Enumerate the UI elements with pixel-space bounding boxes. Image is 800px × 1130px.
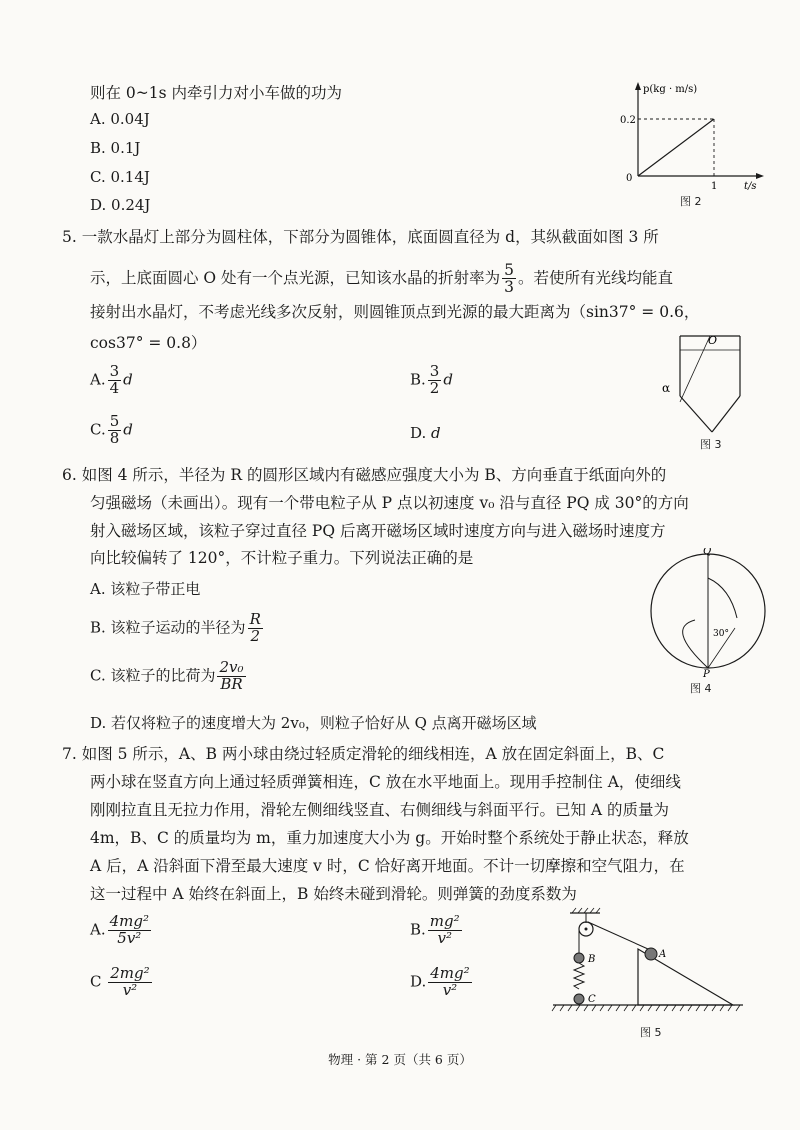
q4-option-c: C. 0.14J — [90, 168, 150, 186]
q6-option-c: C. 该粒子的比荷为 $\frac{\text{2v₀}}{BR}$ — [90, 658, 244, 693]
q4-option-b: B. 0.1J — [90, 139, 141, 157]
fig2-ylabel: p(kg · m/s) — [643, 84, 698, 95]
q5-option-a: A. $\frac{3}{4}$ d — [90, 362, 133, 397]
light-ray — [680, 336, 710, 402]
q4-stem: 则在 0~1s 内牵引力对小车做的功为 — [90, 84, 343, 102]
momentum-line — [638, 119, 714, 176]
q7-line-1: 7. 如图 5 所示，A、B 两小球由绕过轻质定滑轮的细线相连，A 放在固定斜面上，B、C — [62, 745, 665, 763]
q4-option-a: A. 0.04J — [90, 110, 150, 128]
figure-2-graph — [618, 76, 768, 201]
fig5-label-b: B — [588, 954, 596, 965]
q5-option-b: B. $\frac{3}{2}$ d — [410, 362, 453, 397]
figure-4-caption: 图 4 — [690, 682, 712, 695]
q7-line-6: 这一过程中 A 始终在斜面上，B 始终未碰到滑轮。则弹簧的劲度系数为 — [90, 885, 577, 903]
fig4-angle: 30° — [713, 629, 729, 639]
q6-option-a: A. 该粒子带正电 — [90, 580, 201, 598]
q4-option-d: D. 0.24J — [90, 196, 151, 214]
figure-3-caption: 图 3 — [700, 438, 722, 451]
fig5-label-a: A — [659, 949, 667, 960]
figure-2-caption: 图 2 — [680, 195, 702, 208]
q7-option-d: D. $\frac{\text{4mg²}}{\text{v²}}$ — [410, 964, 470, 999]
q5-option-c: C. $\frac{5}{8}$ d — [90, 412, 133, 447]
q6-line-3: 射入磁场区域，该粒子穿过直径 PQ 后离开磁场区域时速度方向与进入磁场时速度方 — [90, 522, 666, 540]
q7-line-2: 两小球在竖直方向上通过轻质弹簧相连，C 放在水平地面上。现用手控制住 A，使细线 — [90, 773, 681, 791]
q7-line-4: 4m，B、C 的质量均为 m，重力加速度大小为 g。开始时整个系统处于静止状态，释放 — [90, 829, 689, 847]
q5-line-1: 5. 一款水晶灯上部分为圆柱体，下部分为圆锥体，底面圆直径为 d，其纵截面如图 3 所 — [62, 228, 659, 246]
fig2-xlabel: t/s — [744, 181, 757, 192]
fig4-point-p: P — [703, 669, 710, 678]
q7-line-3: 刚刚拉直且无拉力作用，滑轮左侧细线竖直、右侧细线与斜面平行。已知 A 的质量为 — [90, 801, 670, 819]
spring — [574, 963, 584, 989]
q6-line-1: 6. 如图 4 所示，半径为 R 的圆形区域内有磁感应强度大小为 B、方向垂直于纸面向外的 — [62, 466, 667, 484]
q5-line-2: 示，上底面圆心 O 处有一个点光源，已知该水晶的折射率为 $\frac{5}{3}$ 。若使所有光线均能直 — [90, 261, 673, 297]
ball-c — [574, 994, 584, 1004]
fig4-point-q: Q — [703, 548, 712, 557]
fig2-ytick: 0.2 — [620, 115, 636, 126]
fig3-angle: α — [662, 381, 671, 395]
q5-line-3: 接射出水晶灯，不考虑光线多次反射，则圆锥顶点到光源的最大距离为（sin37° = 0.6， — [90, 303, 700, 321]
figure-4-magnetic-field — [645, 548, 775, 678]
q7-option-a: A. $\frac{\text{4mg²}}{\text{5v²}}$ — [90, 912, 149, 947]
ball-a — [645, 948, 657, 960]
page-footer: 物理 · 第 2 页（共 6 页） — [328, 1052, 472, 1067]
q7-option-b: B. $\frac{\text{mg²}}{\text{v²}}$ — [410, 912, 460, 947]
q6-option-b: B. 该粒子运动的半径为 $\frac{R}{2}$ — [90, 610, 261, 645]
fig2-xtick: 1 — [711, 181, 718, 192]
figure-5-caption: 图 5 — [640, 1026, 662, 1039]
q6-line-2: 匀强磁场（未画出）。现有一个带电粒子从 P 点以初速度 v₀ 沿与直径 PQ 成 30°的方向 — [90, 494, 689, 512]
q6-line-4: 向比较偏转了 120°，不计粒子重力。下列说法正确的是 — [90, 549, 474, 567]
figure-5-pulley-system — [548, 905, 748, 1020]
ball-b — [574, 953, 584, 963]
figure-3-crystal-lamp — [650, 330, 760, 440]
q5-line-4: cos37° = 0.8） — [90, 334, 207, 352]
fig2-origin: 0 — [626, 173, 633, 184]
refractive-index-fraction: $\frac{5}{3}$ — [504, 261, 514, 297]
q7-option-c: C $\frac{\text{2mg²}}{\text{v²}}$ — [90, 964, 150, 999]
fig5-label-c: C — [588, 994, 596, 1005]
q7-line-5: A 后，A 沿斜面下滑至最大速度 v 时，C 恰好离开地面。不计一切摩擦和空气阻力，在 — [90, 857, 685, 875]
q5-option-d: D. d — [410, 424, 441, 442]
q6-option-d: D. 若仅将粒子的速度增大为 2v₀，则粒子恰好从 Q 点离开磁场区域 — [90, 714, 537, 732]
fig3-point-o: O — [708, 334, 718, 347]
